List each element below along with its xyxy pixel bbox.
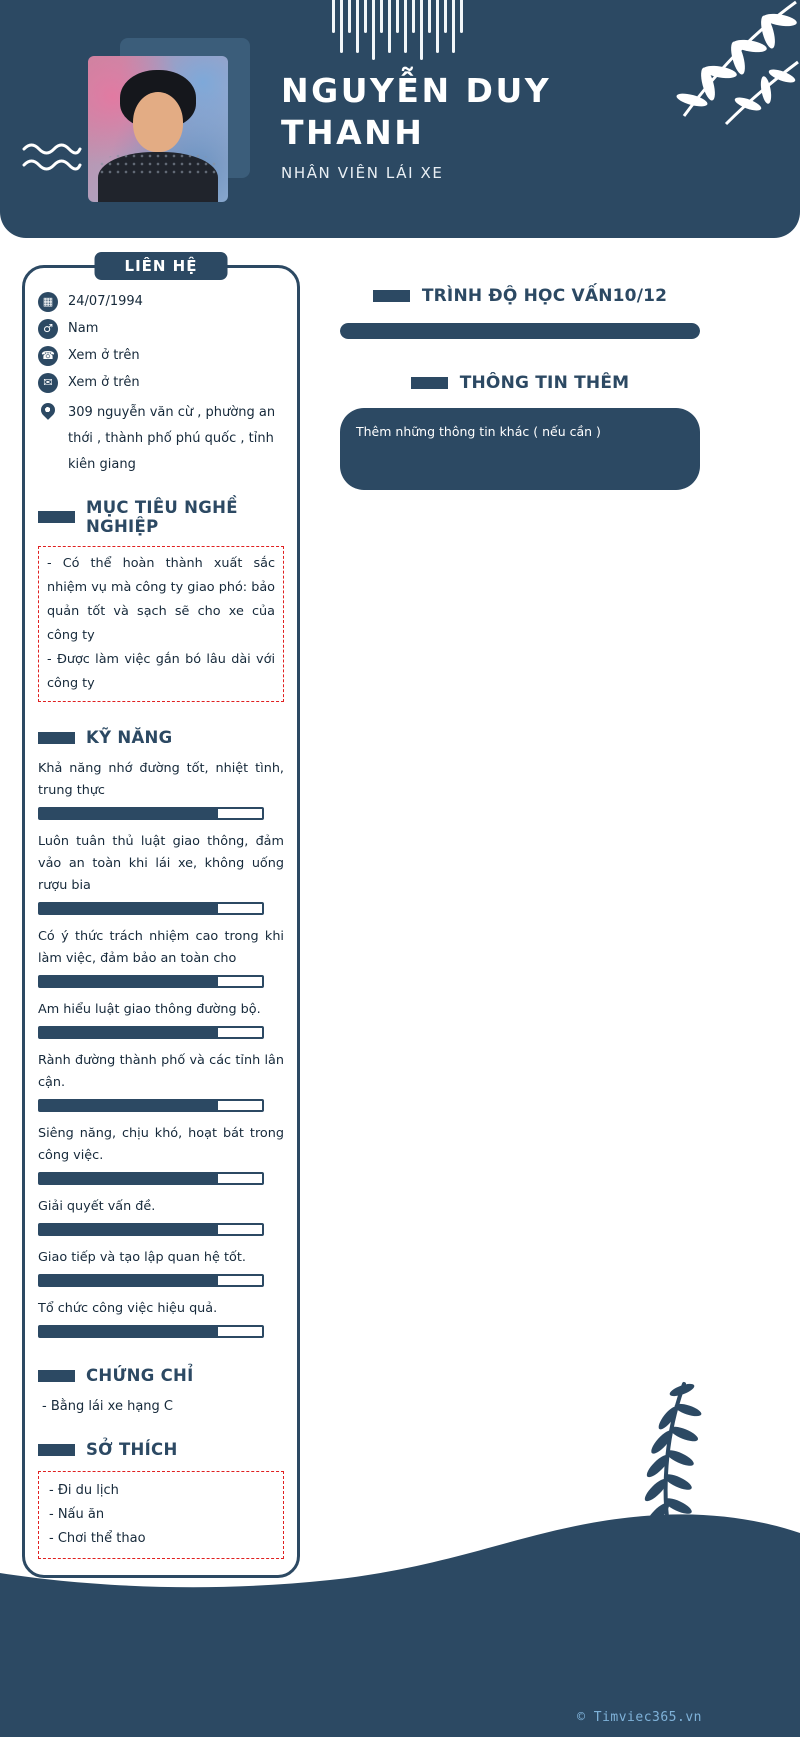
skill-label: Siêng năng, chịu khó, hoạt bát trong công việc.	[38, 1126, 284, 1163]
title-bar	[38, 1444, 75, 1456]
objective-line: - Có thể hoàn thành xuất sắc nhiệm vụ mà công ty giao phó: bảo quản tốt và sạch sẽ cho xe của công ty	[47, 556, 275, 643]
objective-box	[38, 546, 284, 702]
name-block	[281, 70, 551, 182]
skill-item	[38, 831, 284, 915]
title-bar	[38, 732, 75, 744]
job-title: NHÂN VIÊN LÁI XE	[281, 163, 444, 182]
title-bar	[38, 511, 75, 523]
left-column	[22, 257, 300, 1578]
additional-info-box	[340, 408, 700, 490]
skill-item	[38, 1196, 284, 1236]
skill-progress-bar	[38, 1026, 264, 1039]
section-title-hobbies: SỞ THÍCH	[38, 1440, 284, 1459]
contact-row-address	[38, 400, 284, 478]
hobby-item: - Nấu ăn	[49, 1507, 105, 1522]
phone-icon: ☎	[38, 346, 58, 366]
skill-progress-bar	[38, 1274, 264, 1287]
certificate-item: - Bằng lái xe hạng C	[42, 1399, 173, 1414]
objective-line: - Được làm việc gắn bó lâu dài với công ty	[47, 652, 275, 691]
skill-label: Am hiểu luật giao thông đường bộ.	[38, 1002, 261, 1017]
contact-row-phone	[38, 346, 284, 366]
title-bar	[38, 1370, 75, 1382]
skill-label: Rành đường thành phố và các tỉnh lân cận.	[38, 1053, 284, 1090]
gender-icon: ♂	[38, 319, 58, 339]
birthday-value: 24/07/1994	[68, 294, 143, 309]
photo-face-shape	[133, 92, 183, 152]
skill-progress-bar	[38, 1172, 264, 1185]
right-column	[340, 286, 700, 490]
candidate-name-line2: THANH	[281, 112, 425, 152]
education-bar-fill	[340, 323, 700, 339]
skill-item	[38, 758, 284, 820]
contact-row-email	[38, 373, 284, 393]
section-title-additional: THÔNG TIN THÊM	[340, 373, 700, 393]
skill-label: Giao tiếp và tạo lập quan hệ tốt.	[38, 1250, 246, 1265]
skill-label: Có ý thức trách nhiệm cao trong khi làm việc, đảm bảo an toàn cho	[38, 929, 284, 966]
skill-label: Khả năng nhớ đường tốt, nhiệt tình, trung thực	[38, 761, 284, 798]
contact-row-birthday	[38, 292, 284, 312]
additional-info-text: Thêm những thông tin khác ( nếu cần )	[356, 424, 601, 439]
skill-item	[38, 1298, 284, 1338]
skill-progress-bar	[38, 1325, 264, 1338]
education-bar	[340, 323, 700, 339]
skill-progress-bar	[38, 807, 264, 820]
skill-progress-bar	[38, 975, 264, 988]
leaf-decoration-icon	[610, 0, 800, 135]
header	[0, 0, 800, 238]
fringe-bars-decoration	[332, 0, 463, 60]
gender-value: Nam	[68, 321, 99, 336]
candidate-name	[281, 70, 551, 154]
skill-item	[38, 1050, 284, 1112]
contact-section-label: LIÊN HỆ	[95, 252, 228, 280]
address-value: 309 nguyễn văn cừ , phường an thới , thành phố phú quốc , tỉnh kiên giang	[68, 405, 276, 472]
skill-label: Tổ chức công việc hiệu quả.	[38, 1301, 218, 1316]
contact-row-gender	[38, 319, 284, 339]
candidate-name-line1: NGUYỄN DUY	[281, 71, 552, 110]
skill-item	[38, 926, 284, 988]
hobby-item: - Chơi thể thao	[49, 1531, 146, 1546]
skill-item	[38, 1123, 284, 1185]
section-title-certificates: CHỨNG CHỈ	[38, 1366, 284, 1385]
email-value: Xem ở trên	[68, 375, 140, 390]
skill-label: Luôn tuân thủ luật giao thông, đảm vảo an toàn khi lái xe, không uống rượu bia	[38, 834, 284, 893]
calendar-icon: ▦	[38, 292, 58, 312]
skill-item	[38, 1247, 284, 1287]
section-title-education: TRÌNH ĐỘ HỌC VẤN10/12	[340, 286, 700, 306]
email-icon: ✉	[38, 373, 58, 393]
skill-progress-bar	[38, 1099, 264, 1112]
skill-progress-bar	[38, 1223, 264, 1236]
location-icon	[38, 400, 58, 420]
phone-value: Xem ở trên	[68, 348, 140, 363]
photo-shirt-shape	[98, 152, 218, 202]
skill-item	[38, 999, 284, 1039]
profile-photo	[88, 56, 228, 202]
hobby-item: - Đi du lịch	[49, 1483, 119, 1498]
copyright-text: © Timviec365.vn	[577, 1710, 702, 1725]
skill-progress-bar	[38, 902, 264, 915]
section-title-skills: KỸ NĂNG	[38, 728, 284, 747]
title-bar	[411, 377, 448, 389]
footer-wave	[0, 1487, 800, 1737]
squiggle-lines-icon	[22, 138, 82, 178]
skill-label: Giải quyết vấn đề.	[38, 1199, 156, 1214]
section-title-objective: MỤC TIÊU NGHỀ NGHIỆP	[38, 498, 284, 536]
title-bar	[373, 290, 410, 302]
